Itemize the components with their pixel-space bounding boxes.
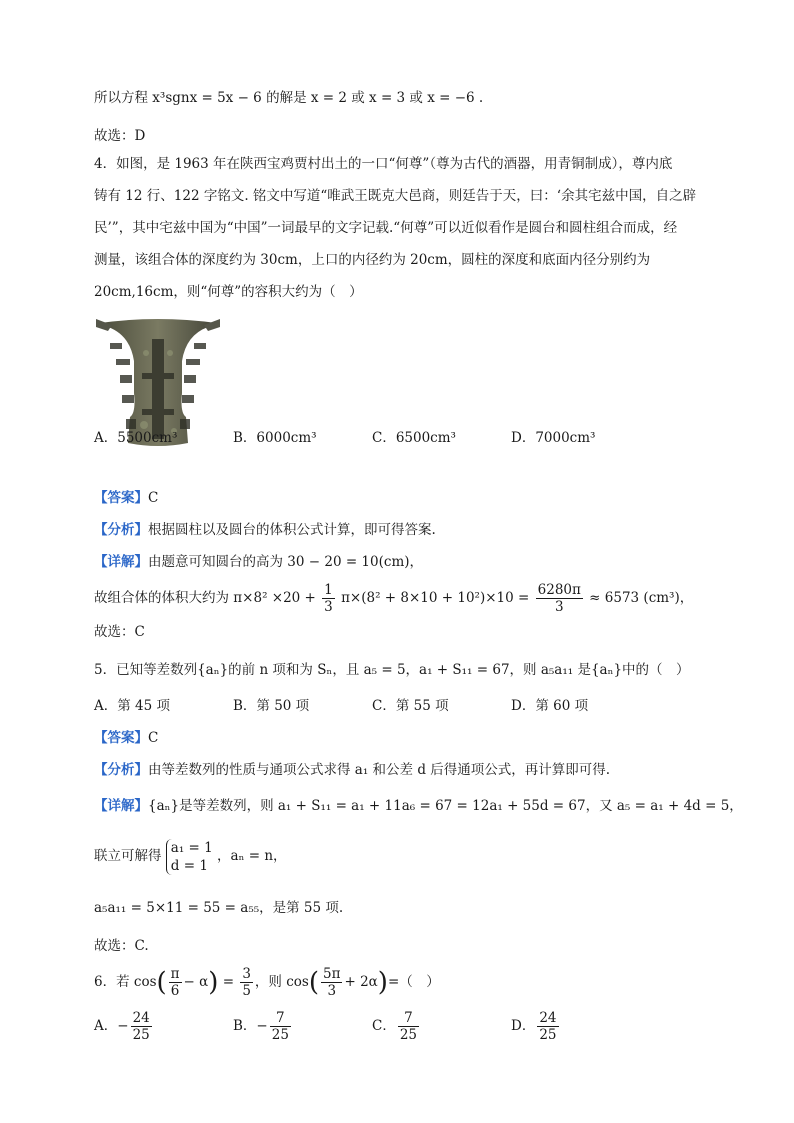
volume-mid: π×(8² + 8×10 + 10²)×10 = bbox=[341, 590, 530, 606]
q5-option-a: A．第 45 项 bbox=[94, 698, 171, 714]
q4-stem-1: 4．如图，是 1963 年在陕西宝鸡贾村出土的一口“何尊”（尊为古代的酒器，用青铜制成），尊内底 bbox=[94, 156, 673, 172]
analysis-tag: 【分析】 bbox=[94, 522, 148, 538]
q5-option-d: D．第 60 项 bbox=[511, 698, 589, 714]
fraction-one-third: $\frac{1}{3}$ bbox=[324, 582, 333, 615]
solve-suffix: ，aₙ = n， bbox=[217, 848, 287, 864]
q5-solve bbox=[94, 836, 287, 876]
q6-eq: = bbox=[222, 974, 235, 990]
fraction-24-25: $\frac{24}{25}$ bbox=[132, 1010, 150, 1043]
q4-option-c: C．6500cm³ bbox=[372, 430, 456, 446]
q4-analysis bbox=[94, 520, 436, 540]
q5-product: a₅a₁₁ = 5×11 = 55 = a₅₅，是第 55 项. bbox=[94, 900, 344, 916]
q6-end: =（ ） bbox=[387, 974, 440, 990]
q4-stem-5: 20cm,16cm，则“何尊”的容积大约为（ ） bbox=[94, 284, 363, 300]
q6-option-b: B．− $\frac{7}{25}$ bbox=[233, 1010, 289, 1043]
q5-option-c: C．第 55 项 bbox=[372, 698, 449, 714]
detail-text: {aₙ}是等差数列，则 a₁ + S₁₁ = a₁ + 11a₆ = 67 = 12a₁ + 55d = 67，又 a₅ = a₁ + 4d = 5， bbox=[148, 798, 743, 814]
volume-prefix: 故组合体的体积大约为 π×8² ×20 + bbox=[94, 590, 316, 606]
q6-prefix: 6．若 cos bbox=[94, 974, 157, 990]
q4-stem-4: 测量，该组合体的深度约为 30cm，上口的内径约为 20cm，圆柱的深度和底面内径分别约为 bbox=[94, 252, 651, 268]
answer-tag: 【答案】 bbox=[94, 490, 148, 506]
volume-suffix: ≈ 6573 (cm³)， bbox=[589, 590, 694, 606]
q4-option-a: A．5500cm³ bbox=[94, 430, 178, 446]
analysis-tag: 【分析】 bbox=[94, 762, 148, 778]
line-equation-solution: 所以方程 x³sgnx = 5x − 6 的解是 x = 2 或 x = 3 或 x = −6 . bbox=[94, 90, 484, 106]
analysis-text: 根据圆柱以及圆台的体积公式计算，即可得答案. bbox=[148, 522, 436, 538]
equation-system: a₁ = 1 d = 1 bbox=[166, 839, 213, 875]
q6-stem: 6．若 cos( $\frac{\pi}{6}$ − α) = $\frac{3}{5}$ ，则 cos( $\frac{5\pi}{3}$ + 2α)=（ ） bbox=[94, 966, 440, 999]
q5-detail bbox=[94, 796, 743, 816]
q4-option-b: B．6000cm³ bbox=[233, 430, 317, 446]
q6-mid: − α bbox=[183, 974, 209, 990]
q6-option-c: C． $\frac{7}{25}$ bbox=[372, 1010, 418, 1043]
q5-answer bbox=[94, 728, 158, 748]
q4-option-d: D．7000cm³ bbox=[511, 430, 596, 446]
q4-answer bbox=[94, 488, 158, 508]
q6-option-d: D． $\frac{24}{25}$ bbox=[511, 1010, 557, 1043]
q4-choose: 故选：C bbox=[94, 624, 145, 640]
q4-stem-3: 民’”，其中宅兹中国为“中国”一词最早的文字记载.“何尊”可以近似看作是圆台和圆柱组合而成，经 bbox=[94, 220, 678, 236]
answer-text: C bbox=[148, 730, 159, 746]
detail-tag: 【详解】 bbox=[94, 554, 148, 570]
fraction-pi-6: $\frac{\pi}{6}$ bbox=[170, 966, 180, 999]
detail-text: 由题意可知圆台的高为 30 − 20 = 10(cm)， bbox=[148, 554, 424, 570]
q4-volume-formula bbox=[94, 580, 693, 616]
solve-prefix: 联立可解得 bbox=[94, 848, 162, 864]
q6-then: ，则 cos bbox=[254, 974, 309, 990]
q6-option-a: A．− $\frac{24}{25}$ bbox=[94, 1010, 150, 1043]
answer-text: C bbox=[148, 490, 159, 506]
q4-stem-2: 铸有 12 行、122 字铭文. 铭文中写道“唯武王既克大邑商，则廷告于天，曰：‘余其宅兹中国，自之辟 bbox=[94, 188, 697, 204]
fraction-7-25: $\frac{7}{25}$ bbox=[399, 1010, 418, 1043]
fraction-3-5: $\frac{3}{5}$ bbox=[242, 966, 251, 999]
q5-choose: 故选：C. bbox=[94, 938, 149, 954]
q4-detail bbox=[94, 552, 423, 572]
q6-plus: + 2α bbox=[344, 974, 378, 990]
fraction-24-25: $\frac{24}{25}$ bbox=[539, 1010, 557, 1043]
q5-stem: 5．已知等差数列{aₙ}的前 n 项和为 Sₙ，且 a₅ = 5，a₁ + S₁₁ = 67，则 a₅a₁₁ 是{aₙ}中的（ ） bbox=[94, 662, 690, 678]
fraction-6280pi-3: $\frac{6280\pi}{3}$ bbox=[537, 582, 581, 615]
line-choose-d: 故选：D bbox=[94, 128, 146, 144]
q5-option-b: B．第 50 项 bbox=[233, 698, 310, 714]
q5-analysis bbox=[94, 760, 610, 780]
analysis-text: 由等差数列的性质与通项公式求得 a₁ 和公差 d 后得通项公式，再计算即可得. bbox=[148, 762, 611, 778]
fraction-5pi-3: $\frac{5\pi}{3}$ bbox=[323, 966, 341, 999]
detail-tag: 【详解】 bbox=[94, 798, 148, 814]
fraction-7-25: $\frac{7}{25}$ bbox=[271, 1010, 289, 1043]
answer-tag: 【答案】 bbox=[94, 730, 148, 746]
